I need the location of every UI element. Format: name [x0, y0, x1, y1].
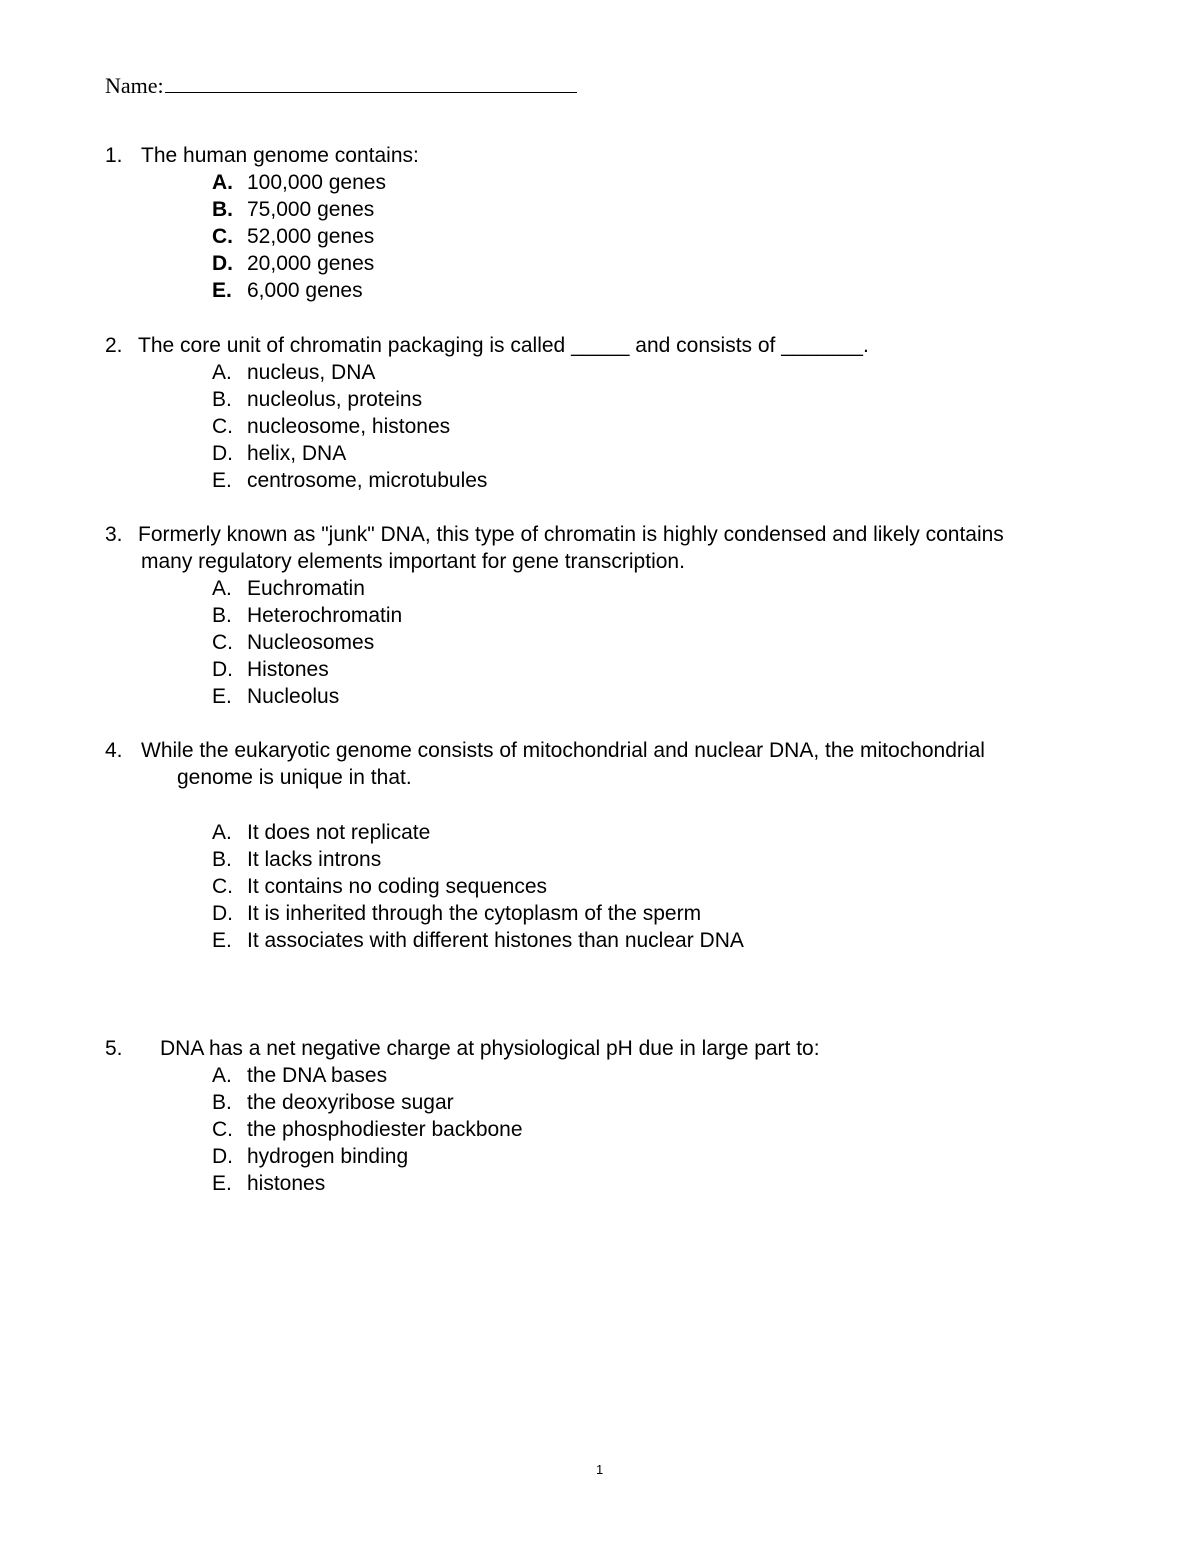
option-d[interactable] [212, 900, 744, 927]
question-stem: DNA has a net negative charge at physiological pH due in large part to: [160, 1037, 820, 1060]
option-b[interactable] [212, 846, 744, 873]
option-text: It is inherited through the cytoplasm of the sperm [247, 902, 702, 925]
option-letter: C. [212, 415, 233, 438]
option-text: 100,000 genes [247, 171, 386, 194]
option-letter: B. [212, 848, 232, 871]
option-text: 52,000 genes [247, 225, 375, 248]
option-text: 75,000 genes [247, 198, 375, 221]
option-text: It contains no coding sequences [247, 875, 548, 898]
option-letter: B. [212, 604, 232, 627]
option-text: Nucleosomes [247, 631, 375, 654]
option-letter: A. [212, 821, 232, 844]
option-text: 20,000 genes [247, 252, 375, 275]
option-b[interactable] [212, 1089, 523, 1116]
question-number: 3. [105, 523, 123, 546]
option-text: Heterochromatin [247, 604, 403, 627]
option-text: It does not replicate [247, 821, 431, 844]
option-text: nucleolus, proteins [247, 388, 423, 411]
option-d[interactable] [212, 440, 487, 467]
option-text: helix, DNA [247, 442, 347, 465]
option-letter: E. [212, 1172, 232, 1195]
option-b[interactable] [212, 196, 386, 223]
option-a[interactable] [212, 1062, 523, 1089]
option-text: the phosphodiester backbone [247, 1118, 523, 1141]
question-stem-line-2: many regulatory elements important for gene transcription. [141, 550, 685, 573]
option-text: nucleosome, histones [247, 415, 451, 438]
option-d[interactable] [212, 656, 402, 683]
name-field [105, 72, 577, 100]
option-c[interactable] [212, 1116, 523, 1143]
question-2 [105, 332, 1105, 497]
option-letter: A. [212, 577, 232, 600]
option-a[interactable] [212, 359, 487, 386]
option-letter: E. [212, 279, 232, 302]
option-b[interactable] [212, 602, 402, 629]
option-text: Nucleolus [247, 685, 340, 708]
option-a[interactable] [212, 575, 402, 602]
question-stem: The core unit of chromatin packaging is called _____ and consists of _______. [138, 334, 869, 357]
option-b[interactable] [212, 386, 487, 413]
name-label: Name: [105, 73, 164, 98]
option-letter: B. [212, 198, 233, 221]
option-e[interactable] [212, 927, 744, 954]
option-text: nucleus, DNA [247, 361, 376, 384]
option-c[interactable] [212, 629, 402, 656]
option-text: histones [247, 1172, 326, 1195]
question-number: 1. [105, 144, 123, 167]
question-stem-line-2: genome is unique in that. [177, 766, 412, 789]
question-number: 2. [105, 334, 123, 357]
question-3 [105, 521, 1115, 711]
option-letter: B. [212, 1091, 232, 1114]
option-e[interactable] [212, 683, 402, 710]
question-stem: The human genome contains: [141, 144, 419, 167]
question-number: 5. [105, 1037, 123, 1060]
question-stem-line-1: Formerly known as "junk" DNA, this type of chromatin is highly condensed and likely contains [138, 523, 1004, 546]
option-letter: D. [212, 442, 233, 465]
page-number: 1 [596, 1462, 604, 1477]
option-letter: A. [212, 171, 233, 194]
option-letter: C. [212, 1118, 233, 1141]
option-letter: D. [212, 658, 233, 681]
option-letter: D. [212, 252, 233, 275]
option-letter: C. [212, 875, 233, 898]
question-stem-line-1: While the eukaryotic genome consists of mitochondrial and nuclear DNA, the mitochondrial [141, 739, 985, 762]
option-text: hydrogen binding [247, 1145, 409, 1168]
option-a[interactable] [212, 169, 386, 196]
option-letter: D. [212, 902, 233, 925]
option-letter: E. [212, 685, 232, 708]
option-text: It associates with different histones than nuclear DNA [247, 929, 744, 952]
option-letter: B. [212, 388, 232, 411]
option-e[interactable] [212, 1170, 523, 1197]
question-1 [105, 142, 1105, 312]
option-letter: A. [212, 361, 232, 384]
option-c[interactable] [212, 223, 386, 250]
option-text: Euchromatin [247, 577, 365, 600]
option-letter: E. [212, 929, 232, 952]
option-letter: A. [212, 1064, 232, 1087]
option-c[interactable] [212, 873, 744, 900]
option-text: centrosome, microtubules [247, 469, 488, 492]
option-d[interactable] [212, 250, 386, 277]
question-5 [105, 1035, 1105, 1200]
option-letter: D. [212, 1145, 233, 1168]
option-text: It lacks introns [247, 848, 382, 871]
option-e[interactable] [212, 467, 487, 494]
option-a[interactable] [212, 819, 744, 846]
option-text: the DNA bases [247, 1064, 388, 1087]
question-number: 4. [105, 739, 123, 762]
option-letter: E. [212, 469, 232, 492]
option-text: 6,000 genes [247, 279, 363, 302]
option-text: Histones [247, 658, 329, 681]
option-d[interactable] [212, 1143, 523, 1170]
option-letter: C. [212, 631, 233, 654]
name-blank-line[interactable] [165, 72, 577, 93]
option-e[interactable] [212, 277, 386, 304]
option-letter: C. [212, 225, 233, 248]
question-4 [105, 737, 1105, 957]
option-text: the deoxyribose sugar [247, 1091, 454, 1114]
option-c[interactable] [212, 413, 487, 440]
